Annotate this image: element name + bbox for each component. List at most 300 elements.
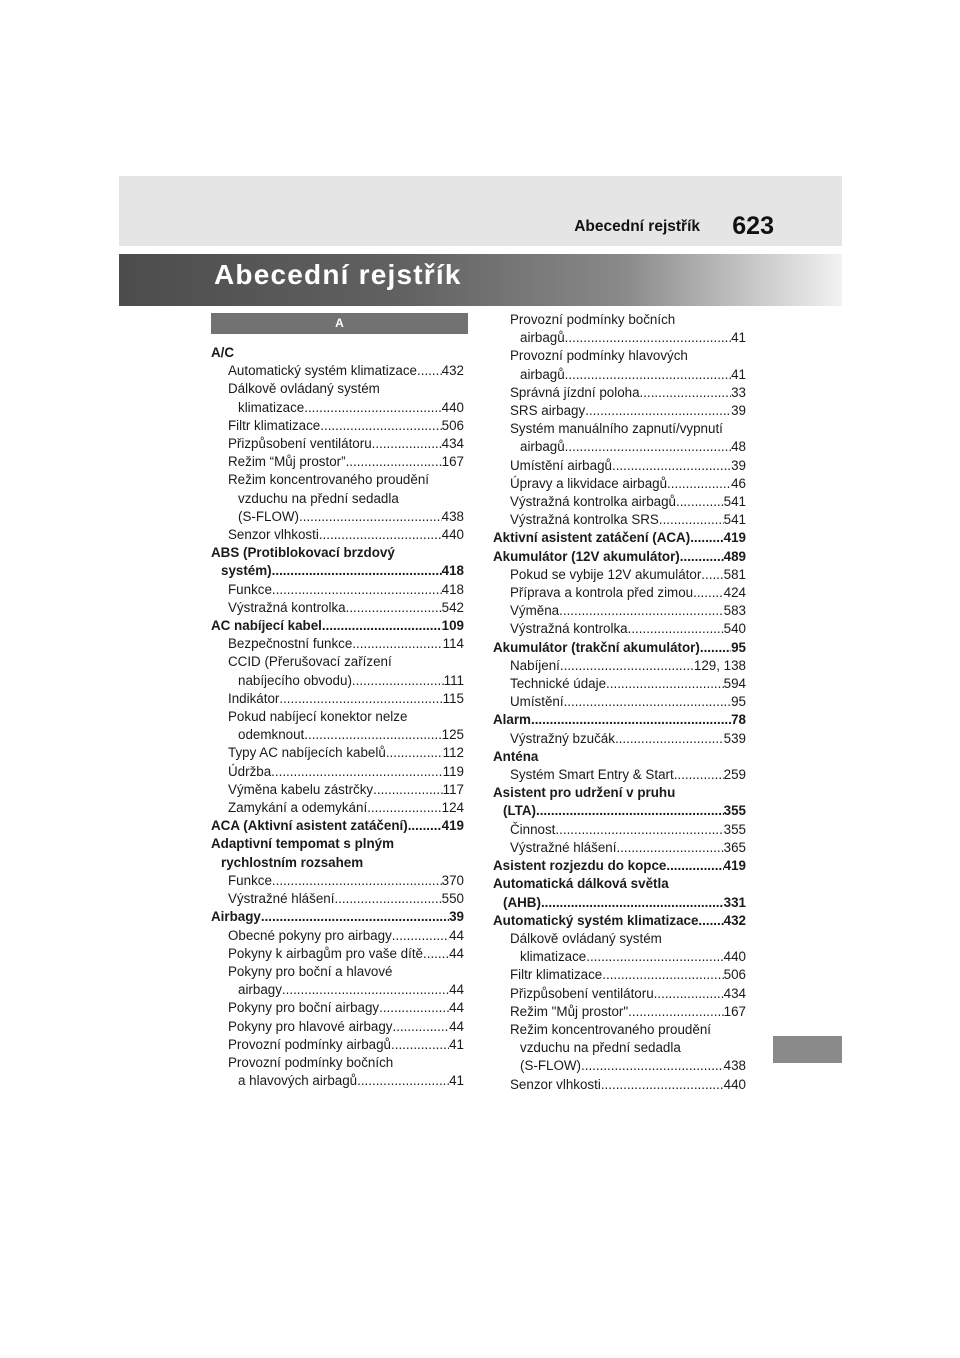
index-entry bbox=[211, 562, 464, 580]
index-page-ref: 48 bbox=[731, 439, 746, 455]
index-entry bbox=[493, 529, 746, 547]
dot-leader bbox=[615, 730, 724, 748]
index-term: (AHB) bbox=[503, 894, 541, 910]
index-entry bbox=[211, 945, 464, 963]
dot-leader bbox=[417, 362, 442, 380]
dot-leader bbox=[373, 781, 443, 799]
index-page-ref: 33 bbox=[731, 384, 746, 400]
dot-leader bbox=[628, 620, 724, 638]
index-term: Činnost bbox=[510, 821, 556, 837]
index-term: Provozní podmínky airbagů bbox=[228, 1036, 392, 1052]
index-page-ref: 419 bbox=[723, 530, 746, 546]
index-entry bbox=[493, 802, 746, 820]
index-page-ref: 370 bbox=[441, 872, 464, 888]
index-entry bbox=[211, 453, 464, 471]
index-term: Příprava a kontrola před zimou bbox=[510, 585, 694, 601]
index-term: Správná jízdní poloha bbox=[510, 384, 640, 400]
index-term: Automatický systém klimatizace bbox=[493, 912, 699, 928]
page-header bbox=[119, 176, 842, 246]
dot-leader bbox=[261, 908, 449, 926]
index-page-ref: 78 bbox=[731, 712, 746, 728]
index-page-ref: 119 bbox=[442, 763, 464, 779]
dot-leader bbox=[698, 912, 723, 930]
index-entry bbox=[211, 1036, 464, 1054]
dot-leader bbox=[367, 799, 441, 817]
index-term: Filtr klimatizace bbox=[510, 967, 603, 983]
index-column-left bbox=[211, 344, 464, 1090]
index-entry bbox=[493, 894, 746, 912]
index-term: (S-FLOW) bbox=[520, 1058, 581, 1074]
index-term: AC nabíjecí kabel bbox=[211, 618, 322, 634]
index-entry bbox=[493, 511, 746, 529]
dot-leader bbox=[616, 839, 723, 857]
chapter-banner bbox=[119, 254, 842, 306]
index-page-ref: 39 bbox=[731, 457, 746, 473]
index-term: Adaptivní tempomat s plným bbox=[211, 836, 395, 852]
index-page-ref: 39 bbox=[731, 403, 746, 419]
index-term: rychlostním rozsahem bbox=[221, 854, 364, 870]
index-page-ref: 581 bbox=[723, 566, 746, 582]
index-entry bbox=[493, 329, 746, 347]
index-term: odemknout bbox=[238, 727, 305, 743]
index-page-ref: 419 bbox=[723, 858, 746, 874]
index-page-ref: 124 bbox=[441, 800, 464, 816]
index-entry bbox=[211, 490, 464, 508]
index-page-ref: 114 bbox=[442, 636, 464, 652]
index-term: Pokyny pro boční airbagy bbox=[228, 1000, 380, 1016]
dot-leader bbox=[282, 981, 449, 999]
index-entry bbox=[211, 872, 464, 890]
index-entry bbox=[493, 420, 746, 438]
index-term: Akumulátor (trakční akumulátor) bbox=[493, 639, 700, 655]
dot-leader bbox=[334, 890, 441, 908]
dot-leader bbox=[628, 1003, 724, 1021]
index-entry bbox=[493, 384, 746, 402]
page-number: 623 bbox=[732, 212, 774, 240]
index-entry bbox=[211, 544, 464, 562]
dot-leader bbox=[585, 402, 731, 420]
index-term: Pokud nabíjecí konektor nelze bbox=[228, 709, 408, 725]
index-entry bbox=[211, 708, 464, 726]
index-entry bbox=[493, 966, 746, 984]
index-term: (LTA) bbox=[503, 803, 536, 819]
index-term: (S-FLOW) bbox=[238, 508, 299, 524]
index-term: Typy AC nabíjecích kabelů bbox=[228, 745, 386, 761]
index-entry bbox=[211, 981, 464, 999]
index-entry bbox=[493, 857, 746, 875]
index-term: Úpravy a likvidace airbagů bbox=[510, 475, 668, 491]
index-term: Provozní podmínky bočních bbox=[228, 1054, 394, 1070]
index-page-ref: 109 bbox=[441, 618, 464, 634]
index-page-ref: 540 bbox=[723, 621, 746, 637]
index-entry bbox=[211, 908, 464, 926]
index-entry bbox=[493, 875, 746, 893]
index-entry bbox=[493, 493, 746, 511]
dot-leader bbox=[606, 675, 724, 693]
index-term: Pokyny pro boční a hlavové bbox=[228, 963, 393, 979]
dot-leader bbox=[272, 872, 442, 890]
index-entry bbox=[493, 985, 746, 1003]
index-entry bbox=[211, 781, 464, 799]
index-page-ref: 259 bbox=[723, 767, 746, 783]
dot-leader bbox=[272, 581, 442, 599]
index-page-ref: 41 bbox=[449, 1036, 464, 1052]
index-page-ref: 331 bbox=[723, 894, 746, 910]
index-term: Technické údaje bbox=[510, 676, 607, 692]
index-page-ref: 419 bbox=[441, 818, 464, 834]
index-term: Režim "Můj prostor" bbox=[510, 1003, 629, 1019]
index-term: vzduchu na přední sedadla bbox=[238, 490, 399, 506]
index-entry bbox=[211, 817, 464, 835]
dot-leader bbox=[320, 417, 441, 435]
index-term: Automatický systém klimatizace bbox=[228, 363, 418, 379]
section-letter-bar: A bbox=[211, 313, 468, 334]
index-page-ref: 583 bbox=[723, 603, 746, 619]
index-entry bbox=[211, 380, 464, 398]
index-entry bbox=[493, 730, 746, 748]
dot-leader bbox=[536, 802, 724, 820]
dot-leader bbox=[391, 1036, 449, 1054]
index-page-ref: 95 bbox=[731, 639, 746, 655]
dot-leader bbox=[581, 1057, 724, 1075]
index-entry bbox=[493, 693, 746, 711]
index-entry bbox=[493, 639, 746, 657]
index-term: Výstražná kontrolka bbox=[228, 599, 346, 615]
dot-leader bbox=[423, 945, 449, 963]
dot-leader bbox=[304, 726, 441, 744]
index-page-ref: 440 bbox=[441, 399, 464, 415]
index-term: Indikátor bbox=[228, 690, 280, 706]
index-entry bbox=[493, 1021, 746, 1039]
index-page-ref: 550 bbox=[441, 891, 464, 907]
dot-leader bbox=[386, 744, 443, 762]
index-entry bbox=[493, 839, 746, 857]
dot-leader bbox=[659, 511, 724, 529]
index-term: Zamykání a odemykání bbox=[228, 800, 368, 816]
index-term: Systém Smart Entry & Start bbox=[510, 767, 674, 783]
index-term: Automatická dálková světla bbox=[493, 876, 669, 892]
index-page-ref: 41 bbox=[731, 330, 746, 346]
index-page-ref: 167 bbox=[441, 454, 464, 470]
dot-leader bbox=[559, 602, 724, 620]
index-term: Nabíjení bbox=[510, 657, 560, 673]
index-page-ref: 542 bbox=[441, 599, 464, 615]
index-term: Akumulátor (12V akumulátor) bbox=[493, 548, 680, 564]
index-page-ref: 434 bbox=[441, 436, 464, 452]
dot-leader bbox=[322, 617, 442, 635]
index-entry bbox=[211, 508, 464, 526]
index-term: Alarm bbox=[493, 712, 531, 728]
dot-leader bbox=[612, 457, 731, 475]
index-term: Funkce bbox=[228, 581, 272, 597]
index-term: SRS airbagy bbox=[510, 403, 586, 419]
index-term: Výstražné hlášení bbox=[228, 891, 335, 907]
dot-leader bbox=[565, 438, 731, 456]
index-term: Výstražná kontrolka airbagů bbox=[510, 494, 676, 510]
chapter-thumb-tab bbox=[773, 1036, 842, 1063]
index-term: Airbagy bbox=[211, 909, 261, 925]
index-entry bbox=[493, 584, 746, 602]
dot-leader bbox=[674, 766, 724, 784]
index-page-ref: 440 bbox=[723, 949, 746, 965]
index-entry bbox=[493, 711, 746, 729]
index-entry bbox=[211, 854, 464, 872]
index-page-ref: 125 bbox=[441, 727, 464, 743]
header-title: Abecední rejstřík bbox=[574, 218, 700, 235]
dot-leader bbox=[272, 562, 442, 580]
index-entry bbox=[493, 675, 746, 693]
index-entry bbox=[211, 763, 464, 781]
dot-leader bbox=[640, 384, 732, 402]
dot-leader bbox=[531, 711, 731, 729]
dot-leader bbox=[666, 857, 723, 875]
index-entry bbox=[211, 726, 464, 744]
dot-leader bbox=[352, 672, 444, 690]
index-entry bbox=[493, 602, 746, 620]
index-term: ABS (Protiblokovací brzdový bbox=[211, 545, 395, 561]
index-entry bbox=[493, 457, 746, 475]
dot-leader bbox=[346, 599, 442, 617]
index-term: Režim koncentrovaného proudění bbox=[510, 1021, 711, 1037]
index-term: Výměna bbox=[510, 603, 560, 619]
index-term: Umístění bbox=[510, 694, 564, 710]
index-entry bbox=[211, 362, 464, 380]
index-page-ref: 115 bbox=[442, 690, 464, 706]
index-page-ref: 44 bbox=[449, 982, 464, 998]
index-page-ref: 44 bbox=[449, 927, 464, 943]
index-entry bbox=[493, 948, 746, 966]
index-entry bbox=[493, 347, 746, 365]
index-term: Režim koncentrovaného proudění bbox=[228, 472, 429, 488]
index-page-ref: 46 bbox=[731, 475, 746, 491]
index-page-ref: 111 bbox=[443, 672, 464, 688]
chapter-title: Abecední rejstřík bbox=[214, 259, 462, 290]
index-page-ref: 539 bbox=[723, 730, 746, 746]
index-page-ref: 440 bbox=[441, 527, 464, 543]
index-entry bbox=[493, 821, 746, 839]
dot-leader bbox=[690, 529, 723, 547]
index-term: Provozní podmínky bočních bbox=[510, 312, 676, 327]
index-page-ref: 506 bbox=[441, 417, 464, 433]
dot-leader bbox=[700, 639, 731, 657]
index-term: klimatizace bbox=[520, 949, 587, 965]
index-page-ref: 44 bbox=[449, 1000, 464, 1016]
index-term: a hlavových airbagů bbox=[238, 1073, 358, 1089]
index-entry bbox=[211, 890, 464, 908]
dot-leader bbox=[304, 399, 441, 417]
index-term: A/C bbox=[211, 345, 235, 360]
dot-leader bbox=[299, 508, 442, 526]
index-term: Pokyny k airbagům pro vaše dítě bbox=[228, 945, 424, 961]
index-entry bbox=[211, 617, 464, 635]
index-entry bbox=[493, 748, 746, 766]
index-entry bbox=[211, 963, 464, 981]
index-term: Výměna kabelu zástrčky bbox=[228, 781, 374, 797]
dot-leader bbox=[565, 366, 731, 384]
index-page-ref: 41 bbox=[449, 1073, 464, 1089]
dot-leader bbox=[555, 821, 723, 839]
index-entry bbox=[211, 690, 464, 708]
index-page-ref: 95 bbox=[731, 694, 746, 710]
index-page-ref: 541 bbox=[723, 494, 746, 510]
dot-leader bbox=[701, 566, 723, 584]
index-page-ref: 432 bbox=[441, 363, 464, 379]
dot-leader bbox=[654, 985, 724, 1003]
index-term: systém) bbox=[221, 563, 272, 579]
index-page-ref: 365 bbox=[723, 839, 746, 855]
index-entry bbox=[211, 635, 464, 653]
index-term: CCID (Přerušovací zařízení bbox=[228, 654, 392, 670]
index-entry bbox=[211, 471, 464, 489]
index-entry bbox=[493, 311, 746, 329]
index-term: vzduchu na přední sedadla bbox=[520, 1040, 681, 1056]
dot-leader bbox=[357, 1072, 449, 1090]
index-term: airbagů bbox=[520, 330, 565, 346]
dot-leader bbox=[667, 475, 731, 493]
index-term: nabíjecího obvodu) bbox=[238, 672, 352, 688]
dot-leader bbox=[372, 435, 442, 453]
dot-leader bbox=[680, 548, 724, 566]
index-term: Umístění airbagů bbox=[510, 457, 612, 473]
dot-leader bbox=[565, 329, 731, 347]
index-entry bbox=[211, 672, 464, 690]
index-entry bbox=[211, 1018, 464, 1036]
index-term: airbagy bbox=[238, 982, 282, 998]
index-page-ref: 438 bbox=[441, 508, 464, 524]
index-term: airbagů bbox=[520, 439, 565, 455]
index-term: Anténa bbox=[493, 748, 539, 764]
index-page-ref: 506 bbox=[723, 967, 746, 983]
index-page-ref: 432 bbox=[723, 912, 746, 928]
index-term: Filtr klimatizace bbox=[228, 417, 321, 433]
index-term: Systém manuálního zapnutí/vypnutí bbox=[510, 421, 723, 437]
index-page-ref: 424 bbox=[723, 585, 746, 601]
index-entry bbox=[211, 417, 464, 435]
index-entry bbox=[211, 927, 464, 945]
index-entry bbox=[493, 766, 746, 784]
index-entry bbox=[493, 1076, 746, 1094]
index-term: Pokyny pro hlavové airbagy bbox=[228, 1018, 393, 1034]
index-term: Bezpečnostní funkce bbox=[228, 636, 353, 652]
dot-leader bbox=[408, 817, 442, 835]
index-term: Asistent pro udržení v pruhu bbox=[493, 785, 676, 801]
index-page-ref: 440 bbox=[723, 1076, 746, 1092]
dot-leader bbox=[379, 999, 449, 1017]
index-term: Výstražná kontrolka SRS bbox=[510, 512, 659, 528]
index-page-ref: 434 bbox=[723, 985, 746, 1001]
index-term: Přizpůsobení ventilátoru bbox=[510, 985, 654, 1001]
index-entry bbox=[211, 435, 464, 453]
index-page-ref: 39 bbox=[449, 909, 464, 925]
index-entry bbox=[493, 912, 746, 930]
index-term: Výstražný bzučák bbox=[510, 730, 615, 746]
index-page-ref: 129, 138 bbox=[693, 657, 746, 673]
index-entry bbox=[493, 784, 746, 802]
dot-leader bbox=[564, 693, 732, 711]
index-term: Dálkově ovládaný systém bbox=[510, 930, 662, 946]
index-entry bbox=[493, 930, 746, 948]
index-page-ref: 44 bbox=[449, 1018, 464, 1034]
index-entry bbox=[211, 799, 464, 817]
index-entry bbox=[493, 566, 746, 584]
index-term: airbagů bbox=[520, 366, 565, 382]
index-term: Údržba bbox=[228, 763, 272, 779]
index-page-ref: 438 bbox=[723, 1058, 746, 1074]
index-term: ACA (Aktivní asistent zatáčení) bbox=[211, 818, 408, 834]
index-term: Obecné pokyny pro airbagy bbox=[228, 927, 392, 943]
index-page-ref: 41 bbox=[731, 366, 746, 382]
index-page-ref: 541 bbox=[723, 512, 746, 528]
index-term: klimatizace bbox=[238, 399, 305, 415]
index-entry bbox=[493, 1039, 746, 1057]
dot-leader bbox=[393, 1018, 450, 1036]
index-page-ref: 112 bbox=[442, 745, 464, 761]
index-term: Přizpůsobení ventilátoru bbox=[228, 436, 372, 452]
index-term: Režim “Můj prostor” bbox=[228, 454, 346, 470]
index-term: Pokud se vybije 12V akumulátor bbox=[510, 566, 702, 582]
index-entry bbox=[493, 548, 746, 566]
dot-leader bbox=[271, 763, 442, 781]
index-page-ref: 167 bbox=[723, 1003, 746, 1019]
dot-leader bbox=[693, 584, 724, 602]
index-term: Výstražná kontrolka bbox=[510, 621, 628, 637]
index-page-ref: 355 bbox=[723, 803, 746, 819]
index-page-ref: 489 bbox=[723, 548, 746, 564]
index-page-ref: 355 bbox=[723, 821, 746, 837]
index-entry bbox=[493, 438, 746, 456]
dot-leader bbox=[586, 948, 723, 966]
index-entry bbox=[493, 475, 746, 493]
index-page-ref: 418 bbox=[441, 563, 464, 579]
index-term: Provozní podmínky hlavových bbox=[510, 348, 688, 364]
index-term: Funkce bbox=[228, 872, 272, 888]
index-entry bbox=[211, 344, 464, 362]
index-entry bbox=[211, 599, 464, 617]
dot-leader bbox=[601, 1076, 724, 1094]
index-page-ref: 117 bbox=[442, 781, 464, 797]
dot-leader bbox=[392, 927, 449, 945]
index-entry bbox=[493, 366, 746, 384]
dot-leader bbox=[346, 453, 442, 471]
index-entry bbox=[211, 526, 464, 544]
index-entry bbox=[211, 1072, 464, 1090]
index-entry bbox=[211, 581, 464, 599]
index-entry bbox=[493, 1057, 746, 1075]
index-page-ref: 44 bbox=[449, 945, 464, 961]
index-term: Senzor vlhkosti bbox=[510, 1076, 601, 1092]
index-term: Výstražné hlášení bbox=[510, 839, 617, 855]
index-entry bbox=[211, 399, 464, 417]
index-entry bbox=[493, 620, 746, 638]
index-entry bbox=[211, 653, 464, 671]
index-term: Aktivní asistent zatáčení (ACA) bbox=[493, 530, 691, 546]
dot-leader bbox=[560, 657, 694, 675]
index-term: Asistent rozjezdu do kopce bbox=[493, 858, 667, 874]
index-entry bbox=[493, 657, 746, 675]
index-entry bbox=[493, 402, 746, 420]
index-entry bbox=[493, 1003, 746, 1021]
dot-leader bbox=[319, 526, 442, 544]
index-entry bbox=[211, 744, 464, 762]
dot-leader bbox=[676, 493, 724, 511]
index-column-right bbox=[493, 311, 746, 1094]
index-page-ref: 418 bbox=[441, 581, 464, 597]
index-term: Dálkově ovládaný systém bbox=[228, 381, 380, 397]
dot-leader bbox=[352, 635, 442, 653]
dot-leader bbox=[602, 966, 723, 984]
dot-leader bbox=[279, 690, 442, 708]
index-entry bbox=[211, 999, 464, 1017]
